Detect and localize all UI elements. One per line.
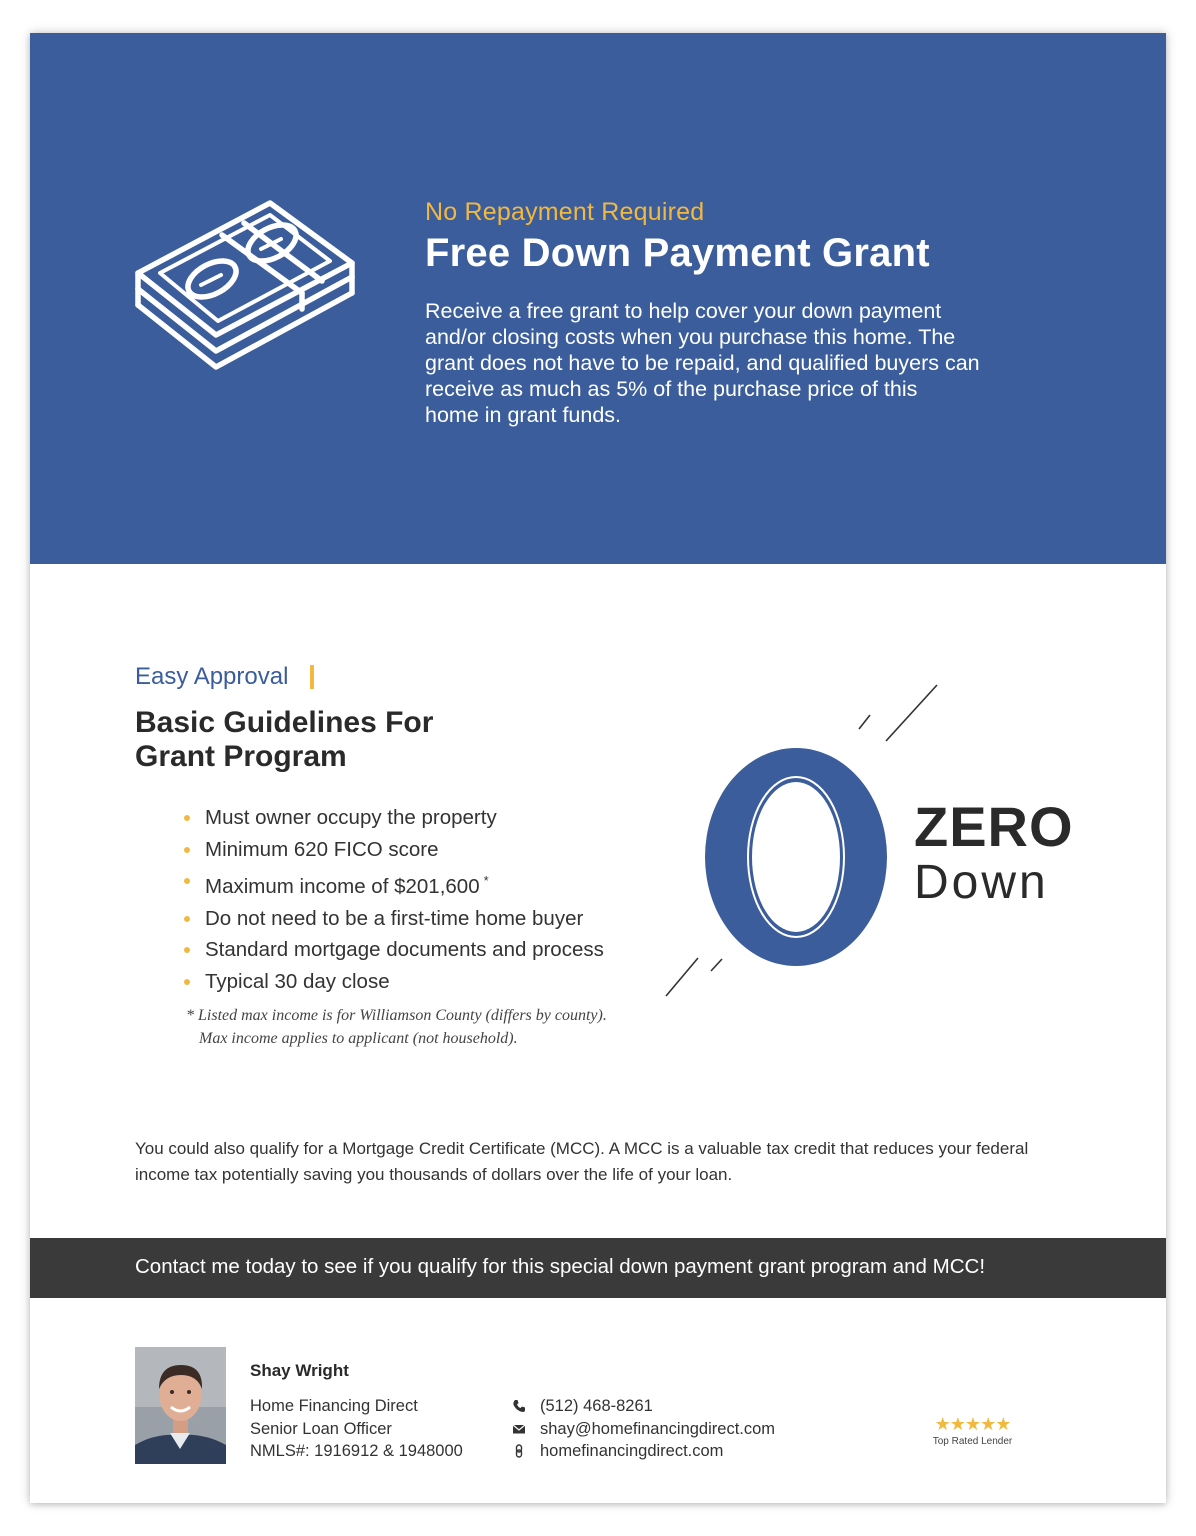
phone-icon <box>512 1399 526 1413</box>
flyer-page <box>30 33 1166 1503</box>
footnote-marker: * <box>483 873 489 889</box>
agent-company: Home Financing Direct <box>250 1397 418 1415</box>
footnote-line: * Listed max income is for Williamson County (differs by county). <box>186 1007 607 1024</box>
list-item <box>180 865 604 902</box>
list-item-text: Typical 30 day close <box>205 969 390 993</box>
accent-bar <box>310 665 314 689</box>
mcc-line: You could also qualify for a Mortgage Credit Certificate (MCC). A MCC is a valuable tax credit that reduces your federal <box>135 1139 1029 1158</box>
easy-approval-text: Easy Approval <box>135 663 289 690</box>
agent-role: Senior Loan Officer <box>250 1419 392 1438</box>
guidelines-title-line: Grant Program <box>135 740 347 773</box>
email-link[interactable]: shay@homefinancingdirect.com <box>540 1419 776 1438</box>
link-icon <box>512 1444 526 1458</box>
contact-banner <box>30 1238 1166 1298</box>
contact-banner-text: Contact me today to see if you qualify for this special down payment grant program and MCC! <box>135 1255 986 1278</box>
income-footnote <box>186 1004 607 1050</box>
hero-section <box>30 33 1166 564</box>
list-item-text: Must owner occupy the property <box>205 806 497 829</box>
agent-nmls: NMLS#: 1916912 & 1948000 <box>250 1442 463 1460</box>
decor-line <box>711 959 722 971</box>
footnote-line: Max income applies to applicant (not household). <box>199 1030 518 1047</box>
rating-badge <box>920 1414 1025 1447</box>
rating-label: Top Rated Lender <box>932 1436 1013 1447</box>
list-item <box>180 966 604 998</box>
website-row[interactable] <box>512 1440 775 1463</box>
agent-info <box>250 1395 463 1463</box>
phone-row[interactable] <box>512 1395 775 1418</box>
email-row[interactable] <box>512 1418 775 1441</box>
easy-approval-label <box>135 663 314 691</box>
decor-line <box>666 958 698 996</box>
hero-eyebrow: No Repayment Required <box>425 198 705 226</box>
down-word: Down <box>914 856 1049 909</box>
hero-title: Free Down Payment Grant <box>425 231 930 275</box>
list-item-text: Do not need to be a first-time home buyer <box>205 906 584 930</box>
list-item <box>180 903 604 935</box>
hero-description-line: home in grant funds. <box>425 403 622 427</box>
envelope-icon <box>512 1422 526 1436</box>
hero-description-line: grant does not have to be repaid, and qualified buyers can <box>425 351 980 375</box>
star-rating-icon: ★★★★★ <box>934 1414 1011 1434</box>
hero-description-line: receive as much as 5% of the purchase price of this <box>425 377 918 401</box>
agent-name: Shay Wright <box>250 1361 349 1380</box>
zero-word: ZERO <box>914 795 1074 858</box>
list-item-text: Standard mortgage documents and process <box>205 938 604 962</box>
decor-line <box>859 715 870 729</box>
guidelines-title-line: Basic Guidelines For <box>135 706 434 739</box>
guidelines-list <box>180 802 604 997</box>
hero-description-line: and/or closing costs when you purchase this home. The <box>425 325 956 349</box>
phone-number[interactable]: (512) 468-8261 <box>540 1397 653 1415</box>
list-item <box>180 934 604 966</box>
list-item-text: Minimum 620 FICO score <box>205 837 439 861</box>
hero-description-line: Receive a free grant to help cover your down payment <box>425 299 942 323</box>
mcc-paragraph <box>135 1136 1065 1188</box>
list-item <box>180 802 604 834</box>
hero-description <box>425 298 1045 428</box>
hero-text-block <box>425 198 1065 428</box>
agent-photo <box>135 1347 226 1464</box>
decor-line <box>886 685 937 741</box>
contact-details <box>512 1395 775 1463</box>
money-stack-icon <box>134 199 356 373</box>
guidelines-title <box>135 706 555 774</box>
list-item <box>180 834 604 866</box>
mcc-line: income tax potentially saving you thousands of dollars over the life of your loan. <box>135 1165 733 1184</box>
website-link[interactable]: homefinancingdirect.com <box>540 1442 724 1460</box>
list-item-text: Maximum income of $201,600 <box>205 875 480 899</box>
